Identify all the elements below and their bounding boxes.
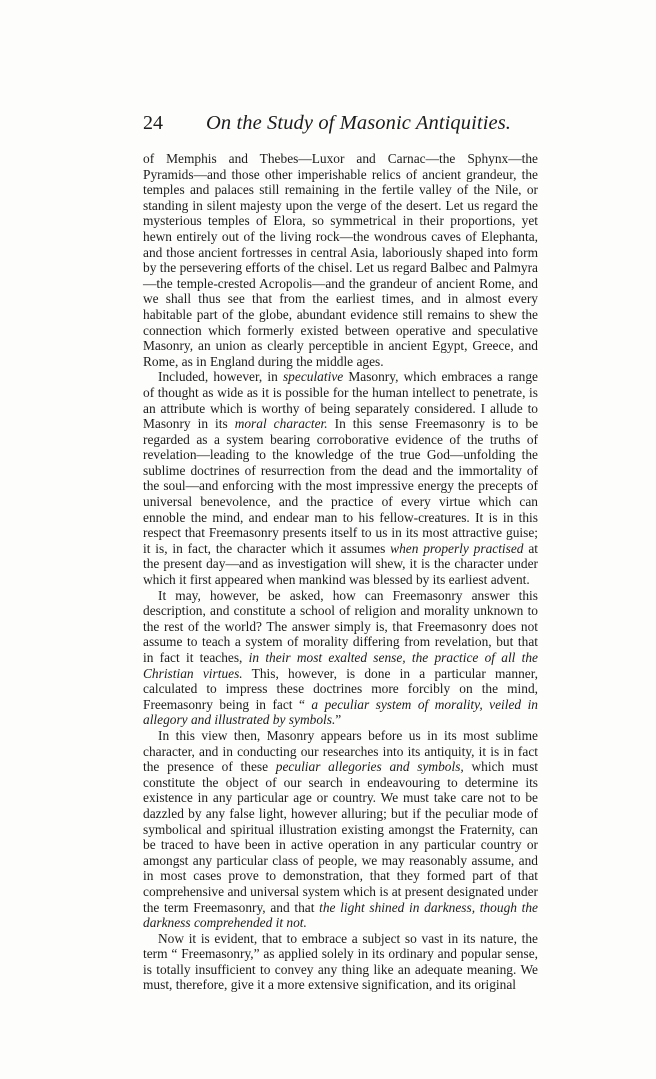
text-segment: ”	[335, 712, 342, 728]
body-text	[143, 151, 538, 993]
text-segment: In this view then, Masonry appears before us in its most sublime character, and in conducting our researches into its antiquity, it is in fact the presence of these	[143, 727, 538, 775]
text-segment: at the present day—and as investigation will shew, it is the character under which it first appeared when mankind was blessed by its earliest advent.	[143, 540, 538, 588]
page-number: 24	[143, 112, 163, 134]
paragraph-2	[143, 369, 538, 587]
text-segment: Included, however, in	[158, 369, 283, 385]
italic-segment: a peculiar system of morality, veiled in allegory and illustrated by symbols.	[143, 696, 538, 728]
italic-segment: peculiar allegories and symbols,	[275, 759, 464, 775]
text-segment: In this sense Freemasonry is to be regarded as a system bearing corroborative evidence of the truths of revelation—leading to the knowledge of the true God—unfolding the sublime doctrines of resurrection from the dead and the immortality of the soul—and enforcing with the most impressive energy the precepts of universal benevolence, and the practice of every virtue which can ennoble the mind, and endear man to his fellow-creatures. It is in this respect that Freemasonry presents itself to us in its most attractive guise; it is, in fact, the character which it assumes	[143, 416, 539, 556]
italic-segment: in their most exalted sense, the practice of all the Christian virtues.	[143, 650, 539, 681]
paragraph-3	[143, 588, 538, 728]
paragraph-4	[143, 728, 538, 931]
text-segment: This, however, is done in a particular manner, calculated to impress these doctrines more forcibly on the mind, Freemasonry being in fact “	[143, 665, 538, 712]
paragraph-1	[143, 151, 538, 369]
text-segment: It may, however, be asked, how can Freemasonry answer this description, and constitute a school of religion and morality unknown to the rest of the world? The answer simply is, that Freemasonry does not assume to teach a system of morality differing from revelation, but that in fact it teaches,	[143, 587, 538, 665]
text-segment: of Memphis and Thebes—Luxor and Carnac—the Sphynx—the Pyramids—and those other imperishable relics of ancient grandeur, the temples and palaces still remaining in the fertile valley of the Nile, or standing in silent majesty upon the verge of the desert. Let us regard the mysterious temples of Elora, so symmetrical in their proportions, yet hewn entirely out of the living rock—the wondrous caves of Elephanta, and those ancient fortresses in central Asia, laboriously shaped into form by the persevering efforts of the chisel. Let us regard Balbec and Palmyra—the temple-crested Acropolis—and the grandeur of ancient Rome, and we shall thus see that from the earliest times, and in almost every habitable part of the globe, abundant evidence still remains to shew the connection which formerly existed between operative and speculative Masonry, an union as clearly perceptible in ancient Egypt, Greece, and Rome, as in England during the middle ages.	[143, 151, 538, 369]
text-segment: which must constitute the object of our search in endeavouring to determine its existence in any particular age or country. We must take care not to be dazzled by any false light, however alluring; but if the peculiar mode of symbolical and spiritual illustration existing amongst the Fraternity, can be traced to have been in active operation in any particular country or amongst any particular class of people, we may reasonably assume, and in most cases prove to demonstration, that they formed part of that comprehensive and universal system which is at present designated under the term Freemasonry, and that	[143, 759, 538, 915]
italic-segment: speculative	[282, 369, 344, 385]
italic-segment: moral character.	[234, 416, 328, 432]
running-title: On the Study of Masonic Antiquities.	[206, 112, 511, 134]
italic-segment: when properly practised	[390, 540, 524, 556]
text-segment: Now it is evident, that to embrace a subject so vast in its nature, the term “ Freemasonry,” as applied solely in its ordinary and popular sense, is totally insufficient to convey any thing like an adequate meaning. We must, therefore, give it a more extensive signification, and its original	[143, 930, 538, 993]
text-segment: Masonry, which embraces a range of thought as wide as it is possible for the human intellect to penetrate, is an attribute which is worthy of being separately considered. I allude to Masonry in its	[143, 369, 538, 432]
page-header	[143, 112, 533, 142]
italic-segment: the light shined in darkness, though the darkness comprehended it not.	[143, 899, 538, 931]
paragraph-5	[143, 931, 538, 993]
